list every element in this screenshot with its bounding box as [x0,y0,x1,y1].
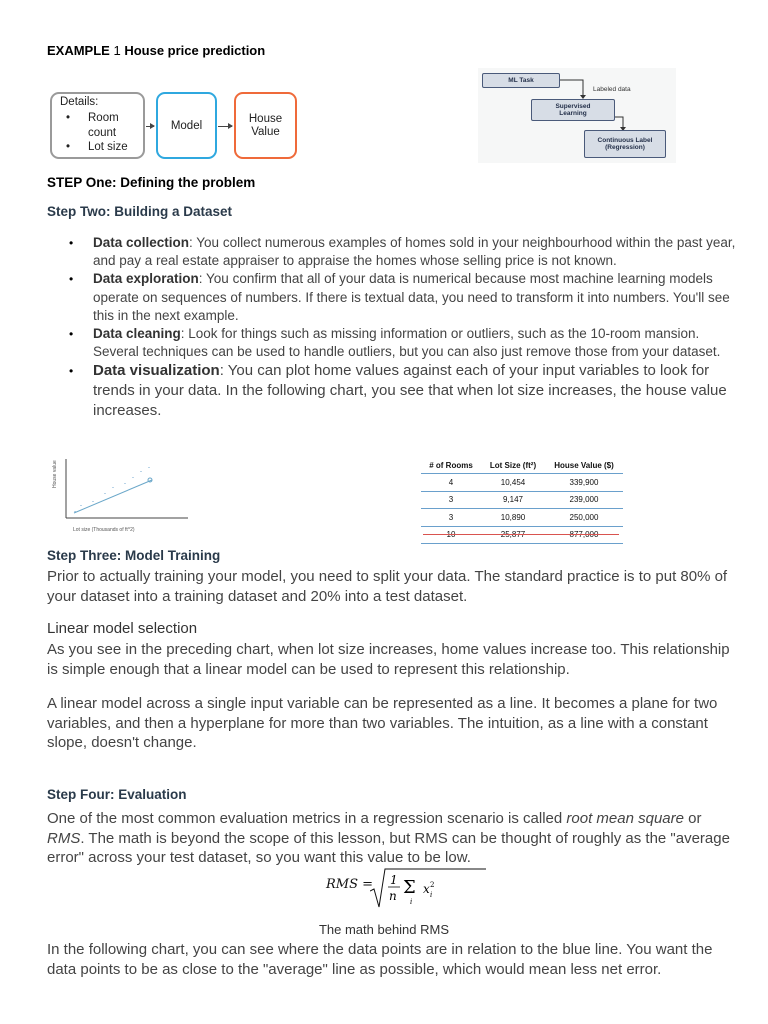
bullet-data-visualization [47,361,737,421]
table-header-row [421,457,623,474]
svg-text:1: 1 [390,873,398,887]
continuous-label-node [584,130,666,158]
supervised-learning-label: Supervised Learning [555,103,591,117]
table-row [421,509,623,527]
scatter-point: - [124,481,126,487]
details-list [60,111,138,155]
linear-model-paragraph-2: A linear model across a single input variable can be represented as a line. It becomes a plane for two variables, and then a hyperplane for more than two variables. The intuition, as a line with a constant slope, doesn't change. [47,695,718,751]
step-three-heading: Step Three: Model Training [47,548,221,563]
svg-text:i: i [430,891,433,899]
step-four-heading: Step Four: Evaluation [47,787,187,802]
formula-lhs: RMS = [326,877,374,892]
scatter-point: - [112,485,114,491]
scatter-chart [48,455,198,543]
svg-text:x: x [423,882,430,896]
scatter-points [74,465,150,515]
scatter-point: - [74,509,76,515]
bullet-data-exploration [47,270,737,325]
emphasis-term: RMS [47,829,81,847]
table-cell: 250,000 [545,509,623,527]
step-three-paragraph: Prior to actually training your model, you need to split your data. The standard practice is to put 80% of your dataset into a training dataset and 20% into a test dataset. [47,568,728,605]
scatter-point: - [132,475,134,481]
bullet-term: Data visualization [93,362,220,380]
step-one-heading: STEP One: Defining the problem [47,175,256,190]
house-value-label: House Value [248,112,283,138]
ml-task-node [482,73,560,88]
bullet-text: : Look for things such as missing information or outliers, such as the 10-room mansion. Several techniques can be used to handle outliers, but you can also just remove those from your dataset. [93,326,721,360]
table-cell: 10,454 [481,474,545,492]
bullet-term: Data exploration [93,271,199,287]
evaluation-paragraph [47,809,737,868]
details-item-lot-size: • Lot size [60,140,138,155]
column-header: Lot Size (ft²) [481,457,545,474]
supervised-learning-node [531,99,615,121]
paragraph-text: . The math is beyond the scope of this lesson, but RMS can be thought of roughly as the "average error" across your test dataset, so you want this value to be low. [47,829,730,866]
closing-paragraph: In the following chart, you can see where the data points are in relation to the blue line. You want the data points to be as close to the "average" line as possible, which would mean less net error. [47,941,713,978]
column-header: # of Rooms [421,457,481,474]
table-cell: 239,000 [545,491,623,509]
bullet-text: : You confirm that all of your data is numerical because most machine learning models operate on sequences of numbers. If there is textual data, you need to transform it into numbers. You'll see this in the next example. [93,271,730,323]
svg-text:Σ: Σ [403,877,416,898]
bullet-term: Data collection [93,235,190,250]
table-cell: 9,147 [481,491,545,509]
ml-task-node-label: ML Task [508,77,534,84]
linear-model-paragraph: As you see in the preceding chart, when lot size increases, home values increase too. This relationship is simple enough that a linear model can be used to represent this relationship. [47,641,730,678]
formula-caption: The math behind RMS [318,922,450,937]
table-cell: 3 [421,491,481,509]
linear-model-subheading: Linear model selection [47,620,198,637]
paragraph-text: One of the most common evaluation metrics in a regression scenario is called [47,810,567,827]
svg-text:n: n [389,889,397,903]
sqrt-expression [370,867,490,909]
table-cell: 10,890 [481,509,545,527]
step-two-heading: Step Two: Building a Dataset [47,204,233,219]
house-value-box [234,92,297,159]
y-axis-label: House value [52,460,58,488]
model-label: Model [170,119,203,132]
outlier-strikethrough [423,534,619,535]
scatter-point: - [148,465,150,471]
arrow-icon [146,126,154,127]
svg-text:2: 2 [430,881,435,889]
table-row [421,474,623,492]
x-axis-label: Lot size (Thousands of ft^2) [73,527,135,533]
table-cell: 3 [421,509,481,527]
continuous-label-label: Continuous Label (Regression) [597,137,653,151]
arrow-icon [218,126,232,127]
labeled-data-label: Labeled data [593,86,631,93]
bullet-data-collection [47,234,737,270]
paragraph-text: or [683,810,702,827]
example-title [47,43,265,58]
column-header: House Value ($) [545,457,623,474]
table-row [421,491,623,509]
details-item-room-count: • Room count [60,111,138,140]
example-title-text: House price prediction [124,43,266,58]
example-number: 1 [113,43,121,58]
svg-text:i: i [410,898,413,906]
bullet-data-cleaning [47,325,737,361]
house-data-table [421,457,623,544]
scatter-point: - [80,503,82,509]
model-box [156,92,217,159]
ml-task-diagram [478,68,676,163]
table-cell: 4 [421,474,481,492]
scatter-point: - [104,491,106,497]
dataset-bullets [47,234,737,421]
bullet-text: : You collect numerous examples of homes sold in your neighbourhood within the past year, and pay a real estate appraiser to appraise the homes whose selling price is not known. [93,235,736,269]
table-cell: 339,900 [545,474,623,492]
emphasis-term: root mean square [566,810,684,827]
details-heading: Details: [60,96,99,108]
scatter-point: - [92,499,94,505]
bullet-text: : You can plot home values against each of your input variables to look for trends in your data. In the following chart, you see that when lot size increases, the house value increases. [93,362,727,420]
details-box [50,92,145,159]
example-prefix: EXAMPLE [47,43,110,58]
scatter-point: - [140,469,142,475]
bullet-term: Data cleaning [93,326,181,342]
